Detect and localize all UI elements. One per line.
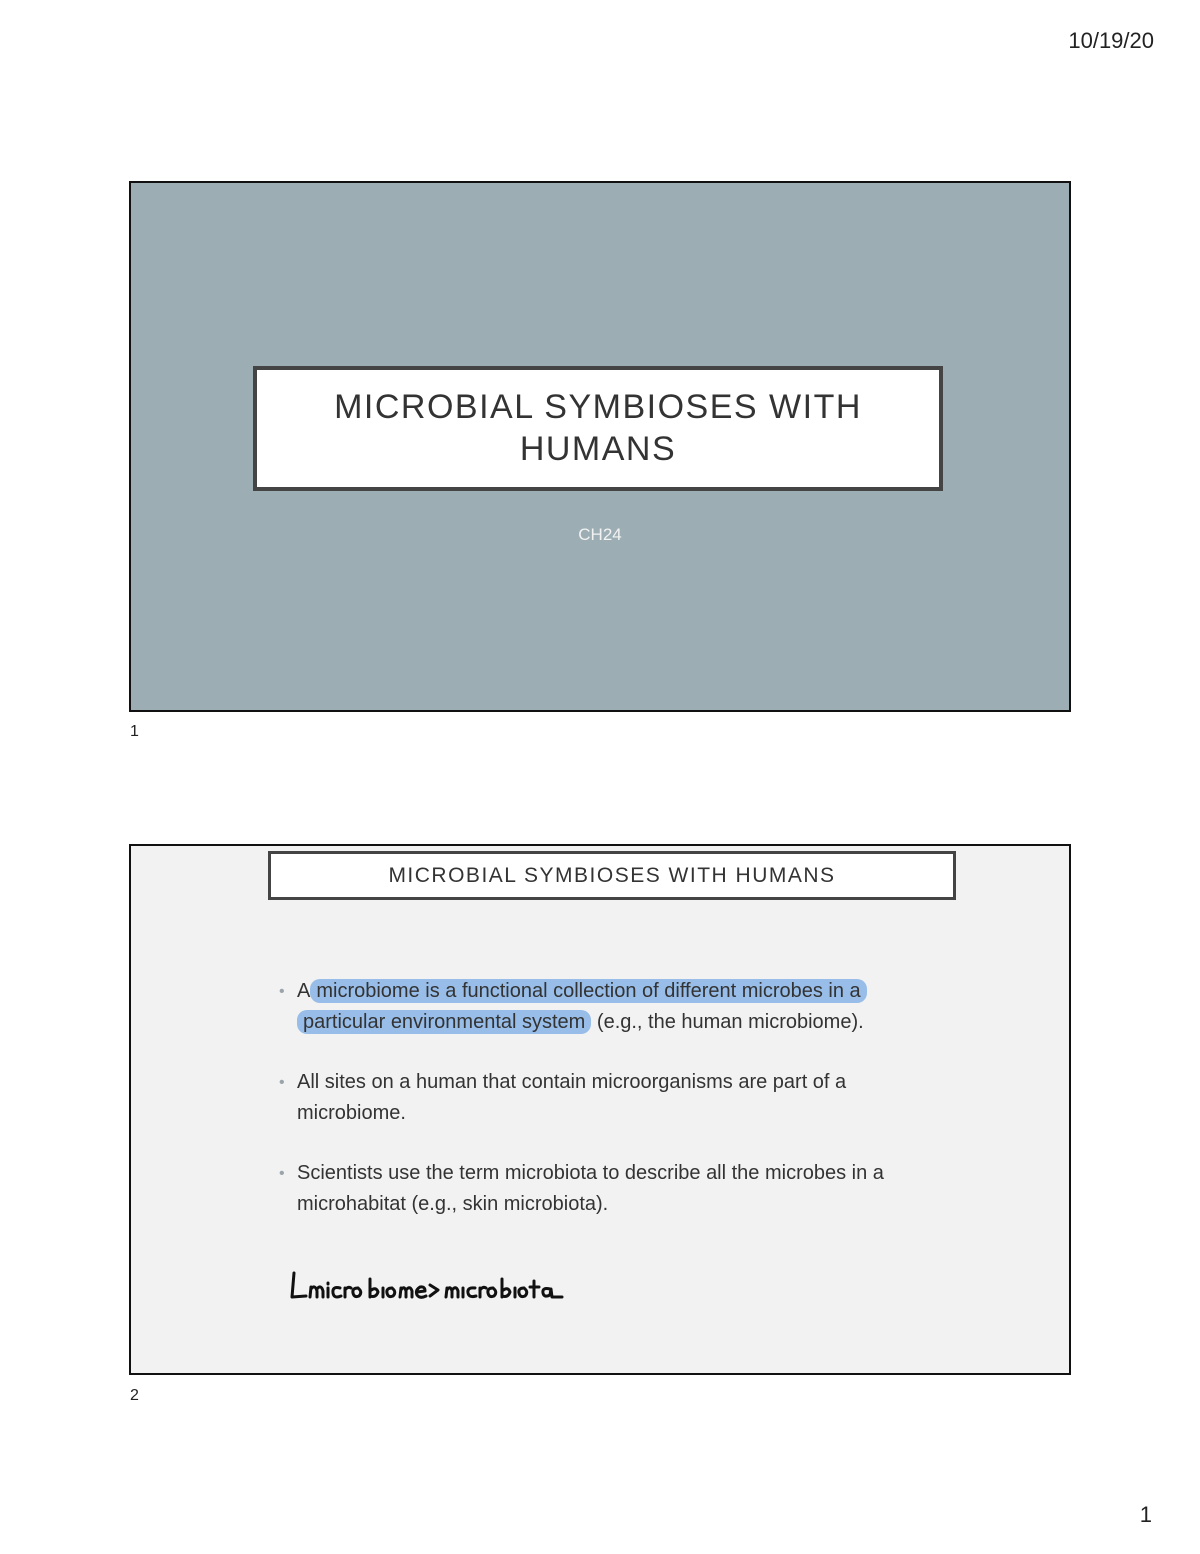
bullet-suffix: (e.g., the human microbiome).	[596, 1011, 864, 1033]
slide-2-number: 2	[130, 1387, 139, 1404]
slide-2	[129, 844, 1071, 1375]
bullet-item	[276, 1067, 916, 1129]
handwritten-note-icon	[286, 1269, 576, 1309]
bullet-prefix: A	[297, 980, 311, 1002]
bullet-dot-icon: •	[279, 1074, 285, 1091]
page-date: 10/19/20	[1068, 28, 1154, 53]
slide-1-number: 1	[130, 723, 139, 740]
bullet-text: Scientists use the term microbiota to describe all the microbes in a microhabitat (e.g., skin microbiota).	[297, 1162, 884, 1215]
bullet-text: All sites on a human that contain microorganisms are part of a microbiome.	[297, 1071, 847, 1124]
slide-1	[129, 181, 1071, 712]
title-box	[253, 366, 943, 491]
highlighted-definition: microbiome is a functional collection of different microbes in a particular environmental system	[297, 979, 867, 1034]
bullet-item	[276, 976, 916, 1038]
page-number: 1	[1139, 1502, 1152, 1527]
header-box	[268, 851, 956, 900]
slide-2-header: MICROBIAL SYMBIOSES WITH HUMANS	[388, 863, 836, 887]
bullet-dot-icon: •	[279, 1165, 285, 1182]
slide-1-subtitle: CH24	[578, 525, 622, 544]
bullet-item	[276, 1158, 916, 1220]
bullet-dot-icon: •	[279, 983, 285, 1000]
slide-1-title: MICROBIAL SYMBIOSES WITH HUMANS	[334, 388, 862, 468]
bullet-list	[276, 976, 916, 1249]
